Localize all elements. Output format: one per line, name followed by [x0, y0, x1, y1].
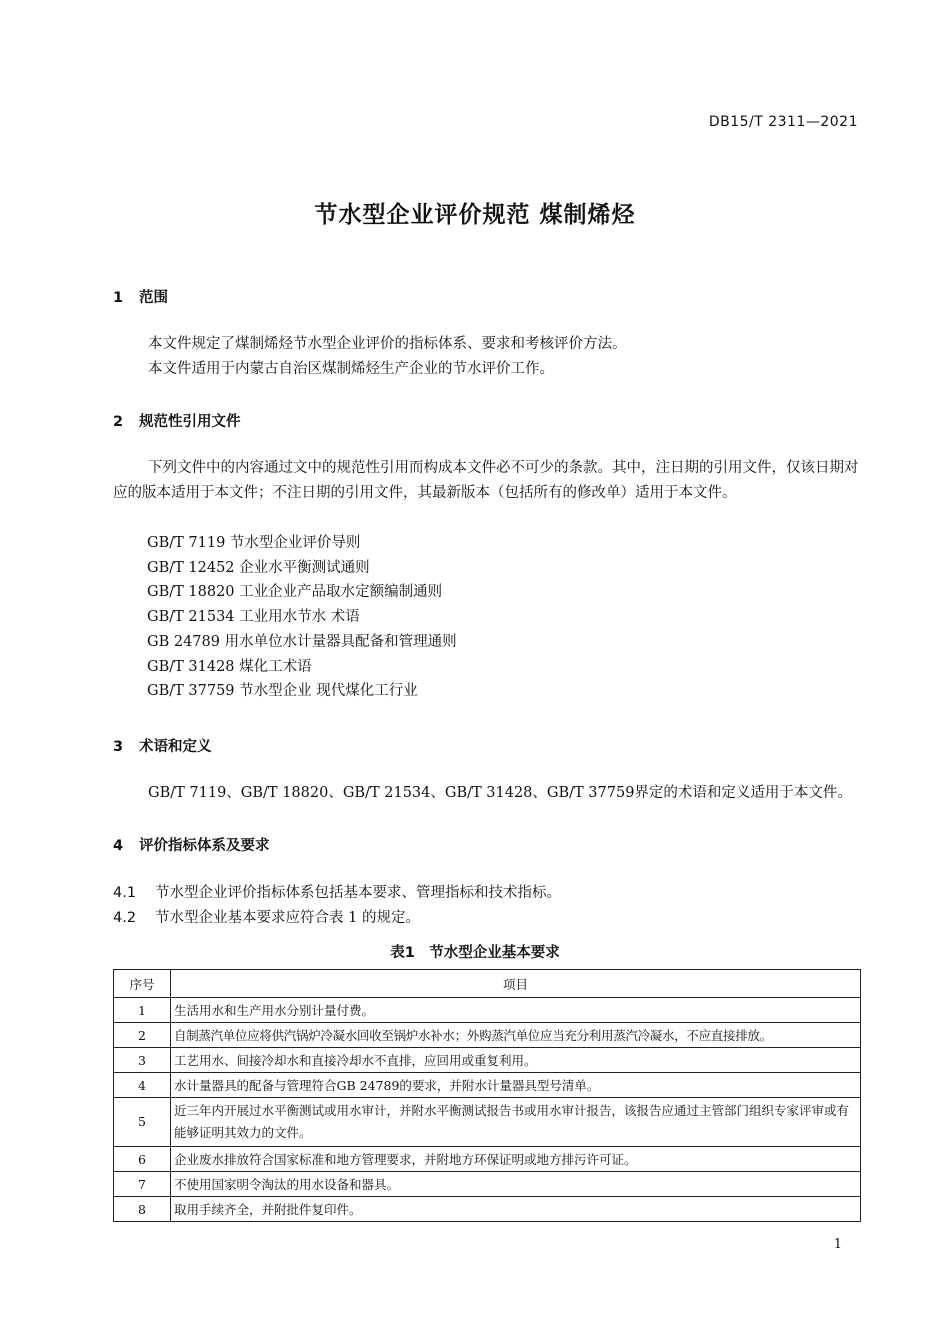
section-2-title: 规范性引用文件 [139, 414, 241, 430]
table-row [114, 1048, 861, 1073]
section-2-heading [113, 410, 241, 431]
row-number: 8 [114, 1197, 171, 1222]
reference-item: GB/T 21534 工业用水节水 术语 [147, 609, 360, 626]
row-number: 6 [114, 1147, 171, 1172]
table-caption: 表1 节水型企业基本要求 [390, 945, 560, 961]
clause-text: 节水型企业评价指标体系包括基本要求、管理指标和技术指标。 [155, 885, 561, 901]
clause-number: 4.1 [113, 885, 137, 901]
reference-item: GB/T 18820 工业企业产品取水定额编制通则 [147, 584, 443, 601]
row-number: 2 [114, 1023, 171, 1048]
section-3-number: 3 [113, 739, 124, 755]
reference-list [147, 531, 457, 704]
row-number: 3 [114, 1048, 171, 1073]
basic-requirements-table [113, 969, 861, 1222]
table-row [114, 1073, 861, 1098]
row-item: 近三年内开展过水平衡测试或用水审计，并附水平衡测试报告书或用水审计报告，该报告应通过主管部门组织专家评审或有能够证明其效力的文件。 [171, 1098, 861, 1147]
row-number: 7 [114, 1172, 171, 1197]
row-item: 生活用水和生产用水分别计量付费。 [171, 998, 861, 1023]
table-header-row [114, 970, 861, 998]
row-item: 不使用国家明令淘汰的用水设备和器具。 [171, 1172, 861, 1197]
section-1-title: 范围 [139, 290, 168, 306]
clause-number: 4.2 [113, 910, 137, 926]
section-2-intro: 下列文件中的内容通过文中的规范性引用而构成本文件必不可少的条款。其中，注日期的引用文件，仅该日期对应的版本适用于本文件；不注日期的引用文件，其最新版本（包括所有的修改单）适用于本文件。 [113, 460, 859, 501]
section-3-heading [113, 735, 212, 756]
column-header-item: 项目 [171, 970, 861, 998]
table-row [114, 1023, 861, 1048]
row-number: 1 [114, 998, 171, 1023]
section-3-paragraph: GB/T 7119、GB/T 18820、GB/T 21534、GB/T 31428、GB/T 37759界定的术语和定义适用于本文件。 [148, 785, 852, 801]
clause-text: 节水型企业基本要求应符合表 1 的规定。 [155, 910, 420, 926]
section-1-paragraph-1: 本文件规定了煤制烯烃节水型企业评价的指标体系、要求和考核评价方法。 [148, 336, 627, 352]
row-number: 5 [114, 1098, 171, 1147]
row-item: 企业废水排放符合国家标准和地方管理要求，并附地方环保证明或地方排污许可证。 [171, 1147, 861, 1172]
table-row [114, 1197, 861, 1222]
section-4-number: 4 [113, 838, 124, 854]
table-row [114, 1172, 861, 1197]
section-4-heading [113, 834, 270, 855]
row-number: 4 [114, 1073, 171, 1098]
table-row [114, 1098, 861, 1147]
section-1-number: 1 [113, 290, 124, 306]
reference-item: GB/T 37759 节水型企业 现代煤化工行业 [147, 683, 418, 700]
row-item: 工艺用水、间接冷却水和直接冷却水不直排，应回用或重复利用。 [171, 1048, 861, 1073]
reference-item: GB/T 7119 节水型企业评价导则 [147, 535, 361, 551]
reference-item: GB/T 12452 企业水平衡测试通则 [147, 559, 370, 576]
clause-4-1 [113, 881, 561, 902]
page-number: 1 [833, 1237, 842, 1252]
section-1-heading [113, 286, 168, 307]
section-3-title: 术语和定义 [139, 739, 212, 755]
row-item: 取用手续齐全，并附批件复印件。 [171, 1197, 861, 1222]
clause-4-2 [113, 906, 420, 927]
section-2-number: 2 [113, 414, 124, 430]
section-1-paragraph-2: 本文件适用于内蒙古自治区煤制烯烃生产企业的节水评价工作。 [148, 361, 554, 377]
document-title: 节水型企业评价规范 煤制烯烃 [314, 202, 636, 228]
reference-item: GB/T 31428 煤化工术语 [147, 658, 312, 675]
row-item: 自制蒸汽单位应将供汽锅炉冷凝水回收至锅炉水补水；外购蒸汽单位应当充分利用蒸汽冷凝水，不应直接排放。 [171, 1023, 861, 1048]
row-item: 水计量器具的配备与管理符合GB 24789的要求，并附水计量器具型号清单。 [171, 1073, 861, 1098]
section-4-title: 评价指标体系及要求 [139, 838, 270, 854]
standard-number: DB15/T 2311—2021 [708, 114, 858, 130]
table-row [114, 1147, 861, 1172]
table-row [114, 998, 861, 1023]
reference-item: GB 24789 用水单位水计量器具配备和管理通则 [147, 633, 457, 650]
column-header-no: 序号 [114, 970, 171, 998]
